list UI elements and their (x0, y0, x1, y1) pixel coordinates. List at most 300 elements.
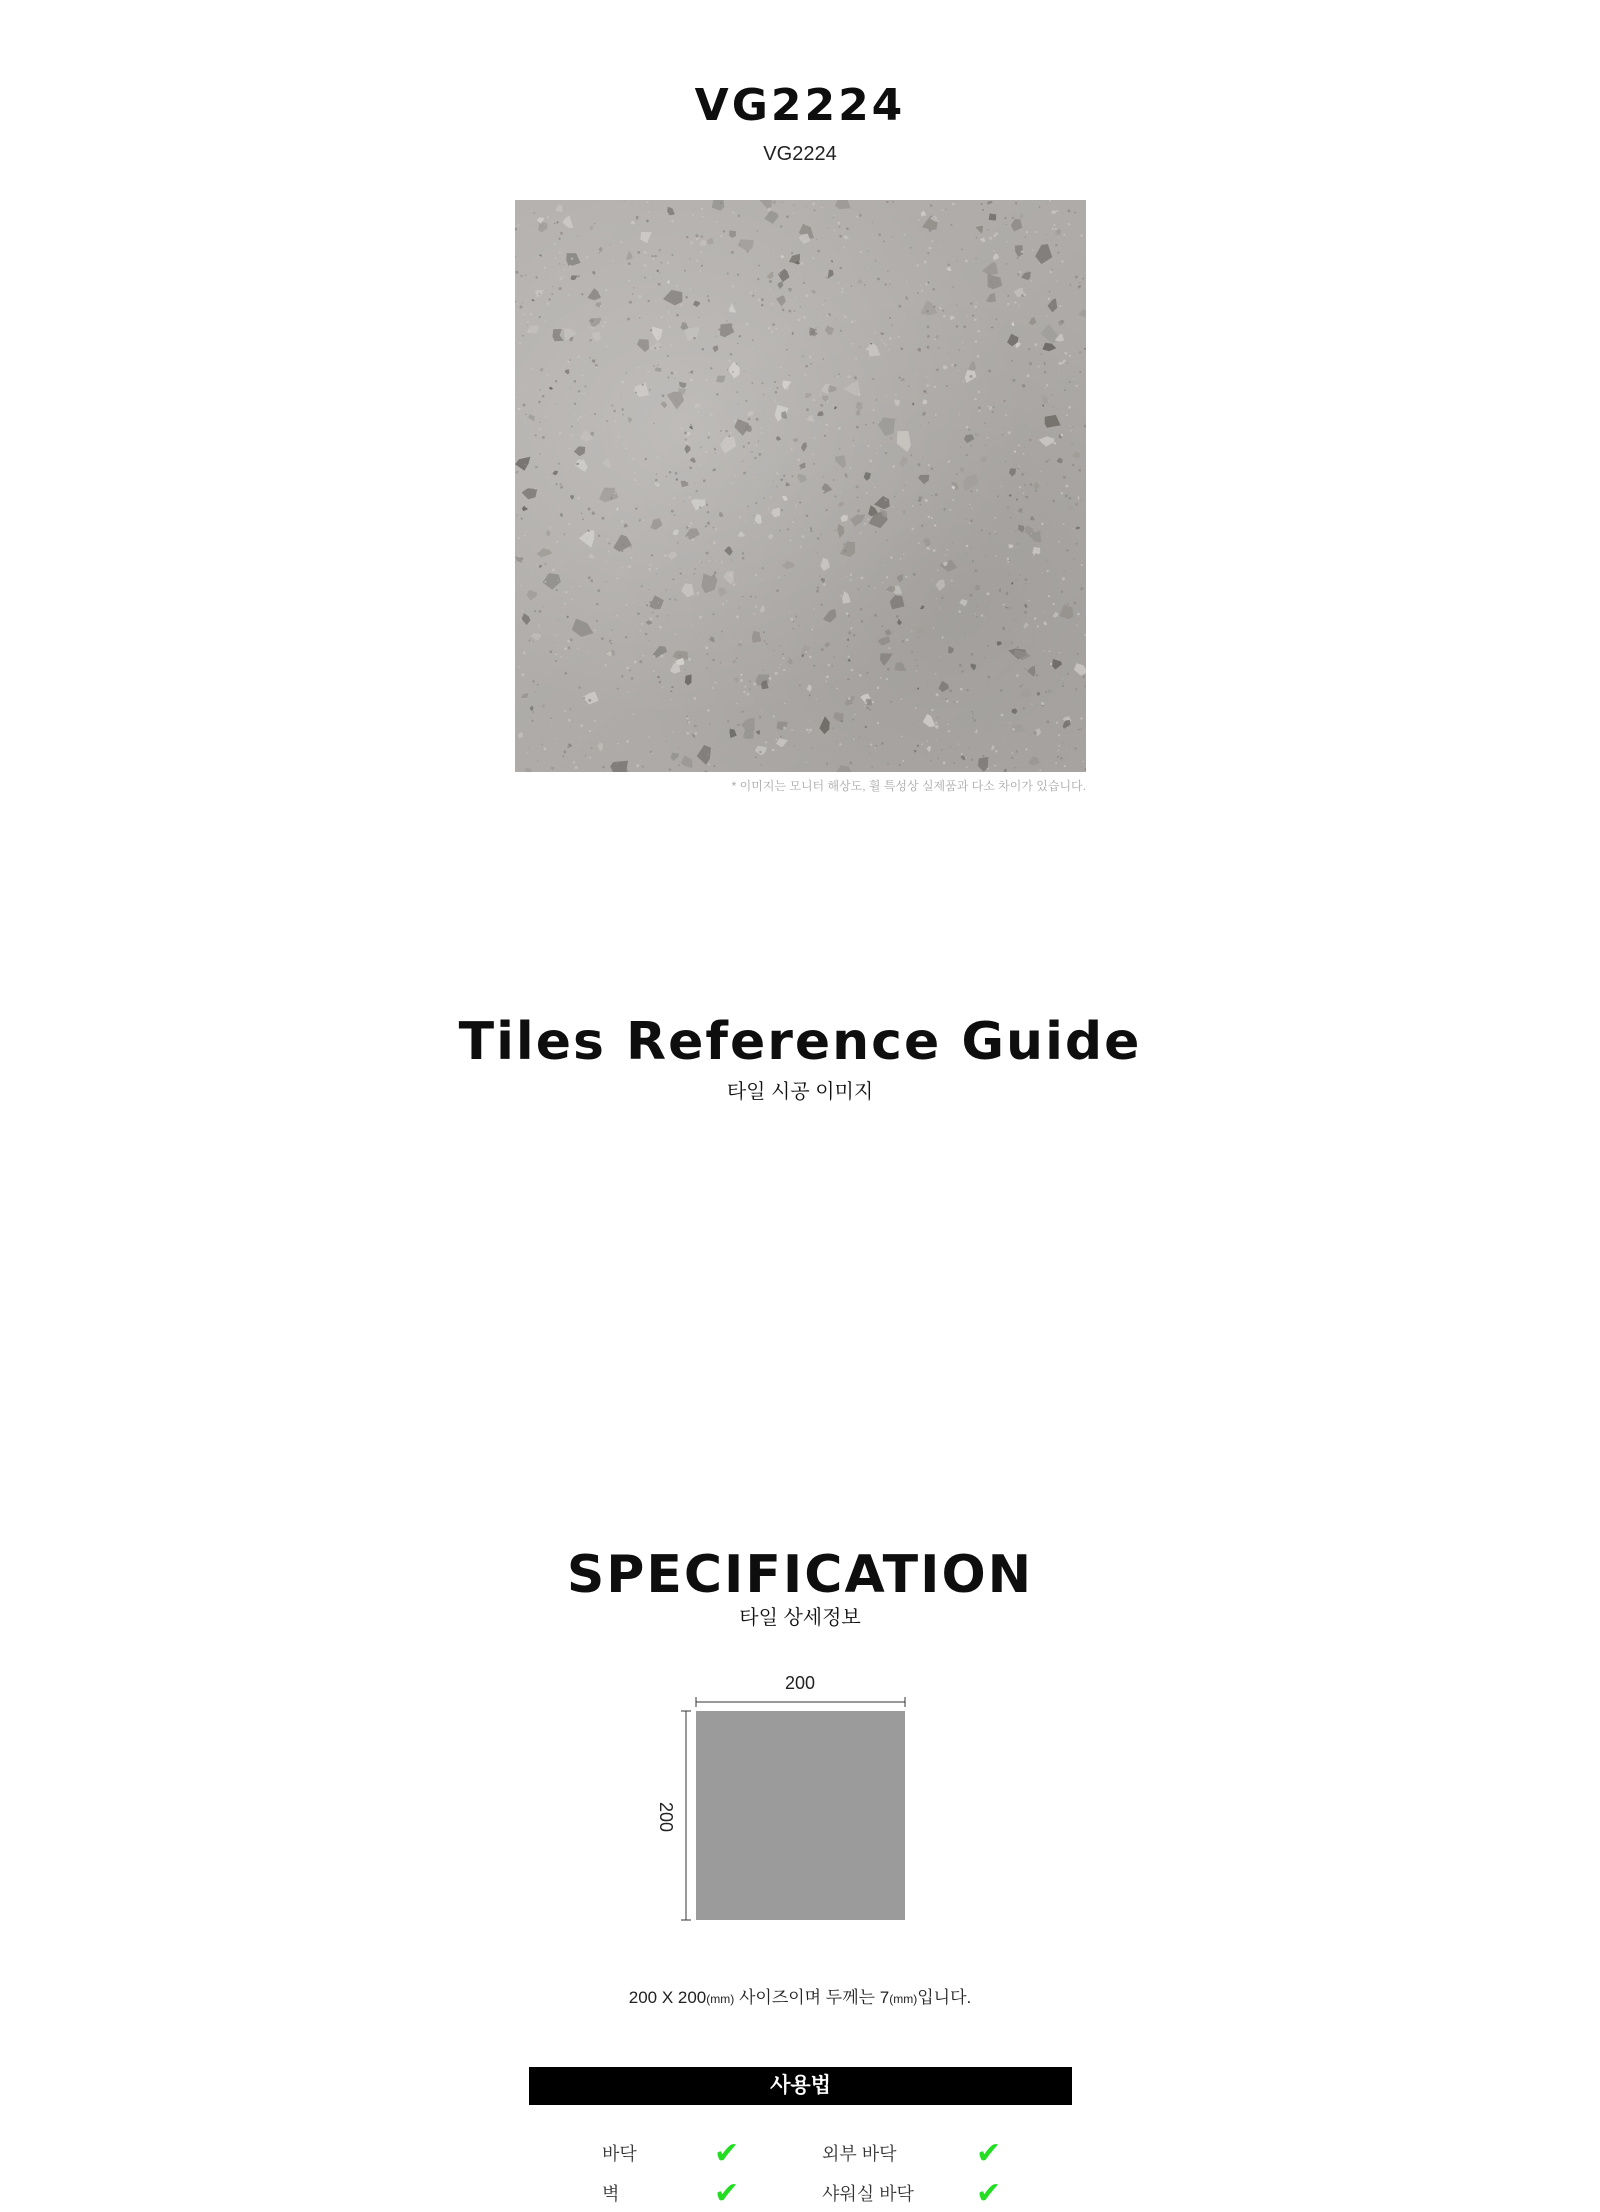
terrazzo-speck (853, 343, 854, 344)
terrazzo-speck (568, 321, 569, 322)
terrazzo-speck (640, 760, 641, 761)
terrazzo-speck (575, 414, 576, 415)
terrazzo-speck (847, 646, 848, 647)
terrazzo-speck (878, 233, 881, 236)
terrazzo-speck (606, 581, 607, 582)
terrazzo-speck (921, 290, 923, 292)
terrazzo-chip (772, 201, 776, 205)
terrazzo-speck (560, 486, 563, 489)
terrazzo-speck (1057, 756, 1059, 758)
terrazzo-speck (515, 256, 516, 258)
terrazzo-chip (927, 282, 929, 284)
terrazzo-speck (626, 740, 629, 743)
terrazzo-speck (1011, 642, 1013, 644)
terrazzo-speck (838, 427, 841, 430)
terrazzo-speck (911, 630, 912, 631)
terrazzo-speck (1063, 359, 1066, 362)
terrazzo-speck (1041, 522, 1044, 525)
terrazzo-speck (1011, 752, 1013, 754)
terrazzo-chip (963, 474, 978, 491)
terrazzo-speck (911, 528, 913, 530)
terrazzo-speck (659, 681, 662, 684)
terrazzo-speck (523, 390, 524, 391)
terrazzo-speck (674, 659, 675, 660)
terrazzo-speck (515, 301, 516, 303)
terrazzo-speck (877, 277, 880, 280)
terrazzo-chip (521, 693, 528, 698)
terrazzo-speck (755, 597, 757, 599)
terrazzo-speck (912, 724, 913, 725)
terrazzo-speck (588, 310, 589, 311)
terrazzo-speck (714, 571, 717, 574)
terrazzo-speck (552, 286, 553, 287)
terrazzo-speck (866, 348, 868, 350)
terrazzo-speck (936, 740, 937, 741)
terrazzo-speck (671, 372, 674, 375)
terrazzo-speck (786, 310, 787, 311)
terrazzo-chip (936, 716, 940, 720)
terrazzo-speck (1067, 223, 1069, 225)
terrazzo-speck (816, 699, 817, 700)
terrazzo-chip (684, 438, 687, 441)
terrazzo-speck (1029, 362, 1032, 365)
terrazzo-chip (637, 613, 639, 615)
terrazzo-speck (801, 262, 804, 265)
terrazzo-chip (544, 562, 546, 565)
terrazzo-speck (586, 256, 588, 258)
terrazzo-speck (1074, 212, 1076, 214)
terrazzo-speck (1025, 748, 1027, 750)
terrazzo-speck (611, 767, 614, 770)
terrazzo-speck (594, 720, 596, 722)
terrazzo-speck (1055, 762, 1057, 764)
terrazzo-speck (853, 634, 855, 636)
terrazzo-speck (628, 461, 630, 463)
terrazzo-speck (1064, 352, 1067, 355)
terrazzo-speck (522, 302, 523, 303)
terrazzo-speck (867, 445, 869, 447)
terrazzo-speck (1002, 434, 1004, 436)
terrazzo-speck (581, 436, 583, 438)
terrazzo-speck (992, 745, 995, 748)
terrazzo-speck (1024, 611, 1027, 614)
terrazzo-speck (658, 283, 661, 286)
terrazzo-speck (813, 257, 815, 259)
terrazzo-speck (1029, 439, 1031, 441)
terrazzo-speck (989, 533, 991, 535)
terrazzo-chip (1045, 460, 1049, 463)
terrazzo-speck (763, 394, 764, 395)
terrazzo-speck (636, 683, 637, 684)
terrazzo-speck (887, 324, 888, 325)
terrazzo-speck (620, 241, 622, 243)
terrazzo-speck (1070, 381, 1071, 382)
terrazzo-chip (530, 706, 534, 711)
terrazzo-chip (552, 471, 558, 476)
terrazzo-speck (817, 587, 820, 590)
terrazzo-speck (828, 664, 830, 666)
terrazzo-chip (801, 654, 804, 657)
terrazzo-speck (544, 320, 545, 321)
terrazzo-speck (1046, 483, 1047, 484)
terrazzo-speck (700, 251, 702, 253)
terrazzo-speck (914, 669, 915, 670)
terrazzo-speck (1041, 353, 1042, 354)
terrazzo-chip (971, 663, 977, 670)
terrazzo-speck (1061, 492, 1064, 495)
terrazzo-speck (913, 758, 914, 759)
terrazzo-speck (1016, 674, 1019, 677)
terrazzo-speck (703, 498, 705, 500)
terrazzo-speck (652, 255, 654, 257)
terrazzo-speck (803, 316, 806, 319)
terrazzo-chip (1052, 659, 1062, 670)
terrazzo-speck (1066, 414, 1068, 416)
terrazzo-speck (530, 313, 533, 316)
terrazzo-speck (972, 560, 974, 562)
terrazzo-speck (686, 732, 689, 735)
terrazzo-speck (1050, 303, 1053, 306)
terrazzo-speck (985, 445, 986, 446)
terrazzo-speck (927, 335, 930, 338)
terrazzo-chip (693, 301, 700, 307)
terrazzo-chip (1024, 236, 1026, 238)
terrazzo-speck (547, 216, 549, 218)
terrazzo-speck (773, 715, 775, 717)
terrazzo-speck (849, 370, 850, 371)
terrazzo-speck (984, 555, 985, 556)
terrazzo-speck (969, 416, 970, 417)
terrazzo-speck (800, 468, 802, 470)
terrazzo-speck (708, 432, 710, 434)
terrazzo-speck (851, 285, 852, 286)
terrazzo-speck (1079, 282, 1081, 284)
terrazzo-speck (522, 335, 524, 337)
terrazzo-speck (889, 337, 892, 340)
terrazzo-speck (546, 374, 548, 376)
terrazzo-chip (646, 620, 653, 625)
terrazzo-speck (753, 515, 754, 516)
terrazzo-speck (726, 600, 728, 602)
terrazzo-chip (1022, 683, 1024, 686)
terrazzo-speck (547, 574, 548, 575)
terrazzo-chip (745, 686, 747, 688)
terrazzo-speck (918, 463, 921, 466)
terrazzo-speck (823, 583, 826, 586)
terrazzo-speck (526, 531, 527, 532)
terrazzo-speck (597, 589, 600, 592)
terrazzo-speck (901, 502, 902, 503)
terrazzo-speck (875, 745, 877, 747)
terrazzo-speck (902, 760, 904, 762)
terrazzo-speck (1046, 384, 1048, 386)
terrazzo-speck (837, 222, 840, 225)
terrazzo-speck (686, 717, 688, 719)
terrazzo-speck (576, 754, 577, 755)
terrazzo-speck (685, 296, 688, 299)
terrazzo-speck (770, 251, 771, 252)
terrazzo-chip (539, 254, 542, 256)
terrazzo-speck (610, 244, 611, 245)
terrazzo-speck (671, 510, 674, 513)
terrazzo-chip (730, 729, 737, 738)
terrazzo-chip (527, 590, 538, 601)
terrazzo-speck (949, 414, 950, 415)
usage-header: 사용법 (529, 2067, 1072, 2105)
terrazzo-speck (633, 713, 635, 715)
terrazzo-speck (876, 399, 878, 401)
terrazzo-speck (634, 472, 636, 474)
terrazzo-speck (931, 709, 934, 712)
terrazzo-speck (883, 342, 885, 344)
terrazzo-chip (900, 378, 905, 381)
terrazzo-speck (669, 471, 672, 474)
terrazzo-chip (608, 551, 610, 553)
terrazzo-speck (788, 328, 789, 329)
terrazzo-speck (736, 657, 738, 659)
terrazzo-speck (722, 603, 724, 605)
terrazzo-speck (839, 235, 842, 238)
terrazzo-speck (672, 731, 673, 732)
terrazzo-chip (1030, 516, 1035, 521)
terrazzo-chip (570, 495, 574, 500)
terrazzo-speck (520, 323, 521, 324)
terrazzo-speck (832, 665, 833, 666)
terrazzo-speck (701, 207, 704, 210)
terrazzo-speck (636, 764, 639, 767)
terrazzo-speck (532, 368, 534, 370)
terrazzo-speck (544, 581, 546, 583)
terrazzo-chip (787, 658, 793, 665)
terrazzo-speck (832, 728, 833, 729)
terrazzo-speck (743, 472, 746, 475)
terrazzo-speck (850, 627, 852, 629)
terrazzo-speck (1031, 735, 1032, 736)
terrazzo-chip (811, 290, 815, 294)
terrazzo-speck (668, 376, 670, 378)
terrazzo-speck (779, 273, 780, 274)
terrazzo-speck (649, 389, 651, 391)
terrazzo-speck (977, 355, 980, 358)
terrazzo-speck (764, 640, 766, 642)
terrazzo-chip (671, 753, 679, 761)
terrazzo-speck (928, 516, 931, 519)
terrazzo-speck (923, 475, 925, 477)
terrazzo-speck (613, 410, 615, 412)
terrazzo-chip (947, 267, 952, 271)
product-subtitle: VG2224 (763, 143, 837, 165)
terrazzo-speck (773, 480, 774, 481)
terrazzo-speck (775, 391, 778, 394)
terrazzo-speck (698, 411, 700, 413)
terrazzo-speck (519, 666, 521, 668)
terrazzo-chip (776, 436, 781, 441)
terrazzo-speck (974, 306, 977, 309)
terrazzo-speck (1045, 691, 1047, 693)
terrazzo-speck (809, 729, 812, 732)
terrazzo-speck (730, 323, 732, 325)
terrazzo-speck (817, 538, 818, 539)
terrazzo-chip (734, 678, 739, 683)
terrazzo-speck (529, 640, 531, 642)
terrazzo-speck (605, 560, 607, 562)
terrazzo-speck (789, 539, 791, 541)
terrazzo-speck (935, 493, 938, 496)
terrazzo-speck (872, 378, 874, 380)
terrazzo-speck (714, 479, 715, 480)
terrazzo-speck (567, 746, 569, 748)
terrazzo-chip (1072, 452, 1080, 459)
terrazzo-speck (961, 753, 963, 755)
terrazzo-speck (910, 721, 911, 722)
terrazzo-chip (837, 376, 839, 378)
terrazzo-speck (658, 602, 659, 603)
terrazzo-speck (843, 638, 844, 639)
terrazzo-speck (589, 757, 591, 759)
terrazzo-speck (680, 304, 682, 306)
terrazzo-chip (841, 515, 849, 522)
terrazzo-chip (912, 403, 914, 406)
terrazzo-chip (690, 457, 696, 463)
terrazzo-speck (577, 647, 579, 649)
terrazzo-speck (628, 262, 631, 265)
terrazzo-chip (728, 361, 740, 378)
terrazzo-speck (604, 664, 606, 666)
terrazzo-speck (981, 614, 983, 616)
terrazzo-speck (583, 393, 585, 395)
terrazzo-chip (719, 512, 724, 517)
terrazzo-speck (1053, 603, 1055, 605)
terrazzo-speck (997, 495, 999, 497)
terrazzo-speck (787, 528, 789, 530)
terrazzo-speck (555, 738, 556, 739)
terrazzo-speck (680, 573, 682, 575)
terrazzo-speck (527, 324, 528, 325)
terrazzo-speck (691, 370, 693, 372)
terrazzo-speck (833, 221, 834, 222)
terrazzo-speck (1031, 280, 1033, 282)
terrazzo-speck (841, 287, 843, 289)
terrazzo-chip (694, 403, 701, 409)
terrazzo-speck (533, 641, 534, 642)
terrazzo-speck (1056, 210, 1058, 212)
terrazzo-speck (1049, 459, 1051, 461)
terrazzo-chip (655, 367, 662, 372)
terrazzo-speck (798, 625, 799, 626)
terrazzo-speck (595, 366, 597, 368)
terrazzo-chip (1068, 505, 1074, 510)
terrazzo-speck (646, 201, 648, 203)
terrazzo-speck (559, 432, 562, 435)
terrazzo-speck (956, 325, 959, 328)
terrazzo-speck (1075, 276, 1078, 279)
terrazzo-speck (1014, 620, 1015, 621)
terrazzo-speck (861, 620, 864, 623)
terrazzo-speck (1035, 231, 1037, 233)
terrazzo-speck (675, 582, 676, 583)
terrazzo-speck (728, 359, 731, 362)
terrazzo-speck (516, 514, 517, 515)
terrazzo-chip (1006, 558, 1009, 561)
terrazzo-speck (745, 400, 747, 402)
terrazzo-speck (1080, 587, 1083, 590)
terrazzo-chip (820, 578, 825, 583)
terrazzo-speck (970, 547, 971, 548)
terrazzo-speck (736, 363, 737, 364)
terrazzo-speck (977, 606, 978, 607)
terrazzo-speck (931, 495, 933, 497)
terrazzo-speck (786, 387, 789, 390)
terrazzo-speck (1033, 555, 1035, 557)
terrazzo-chip (741, 711, 744, 713)
terrazzo-speck (535, 434, 537, 436)
terrazzo-speck (555, 380, 557, 382)
terrazzo-speck (745, 521, 746, 522)
terrazzo-chip (975, 226, 983, 234)
terrazzo-chip (741, 717, 754, 731)
terrazzo-speck (1026, 472, 1027, 473)
terrazzo-speck (902, 640, 904, 642)
terrazzo-chip (764, 211, 778, 224)
specification-subtitle: 타일 상세정보 (739, 1607, 861, 1629)
terrazzo-speck (1063, 411, 1064, 412)
terrazzo-speck (989, 408, 991, 410)
terrazzo-speck (941, 749, 943, 751)
terrazzo-speck (720, 662, 722, 664)
terrazzo-speck (797, 458, 800, 461)
terrazzo-speck (806, 206, 807, 207)
terrazzo-speck (982, 755, 984, 757)
terrazzo-speck (805, 651, 807, 653)
terrazzo-speck (650, 751, 652, 753)
terrazzo-speck (625, 447, 628, 450)
terrazzo-chip (585, 755, 587, 757)
terrazzo-speck (773, 650, 774, 651)
terrazzo-chip (598, 742, 603, 751)
terrazzo-speck (977, 303, 978, 304)
terrazzo-speck (542, 395, 545, 398)
terrazzo-speck (1027, 676, 1028, 677)
terrazzo-speck (581, 512, 582, 513)
terrazzo-speck (1076, 625, 1078, 627)
terrazzo-speck (739, 534, 741, 536)
terrazzo-speck (706, 504, 708, 506)
terrazzo-speck (817, 552, 818, 553)
terrazzo-speck (872, 409, 874, 411)
terrazzo-speck (780, 735, 782, 737)
terrazzo-speck (612, 260, 614, 262)
terrazzo-speck (696, 490, 698, 492)
terrazzo-speck (875, 532, 877, 534)
terrazzo-speck (596, 603, 598, 605)
terrazzo-chip (1009, 468, 1016, 476)
terrazzo-speck (622, 414, 623, 415)
terrazzo-speck (1062, 685, 1064, 687)
terrazzo-speck (1037, 625, 1039, 627)
terrazzo-speck (846, 612, 849, 615)
terrazzo-speck (951, 364, 953, 366)
terrazzo-speck (539, 422, 540, 423)
terrazzo-speck (545, 415, 547, 417)
terrazzo-chip (813, 664, 816, 667)
terrazzo-speck (952, 499, 954, 501)
terrazzo-speck (1004, 217, 1006, 219)
terrazzo-chip (709, 636, 715, 642)
terrazzo-speck (1068, 406, 1071, 409)
terrazzo-chip (747, 411, 754, 416)
terrazzo-speck (1015, 531, 1016, 532)
terrazzo-speck (867, 251, 868, 252)
